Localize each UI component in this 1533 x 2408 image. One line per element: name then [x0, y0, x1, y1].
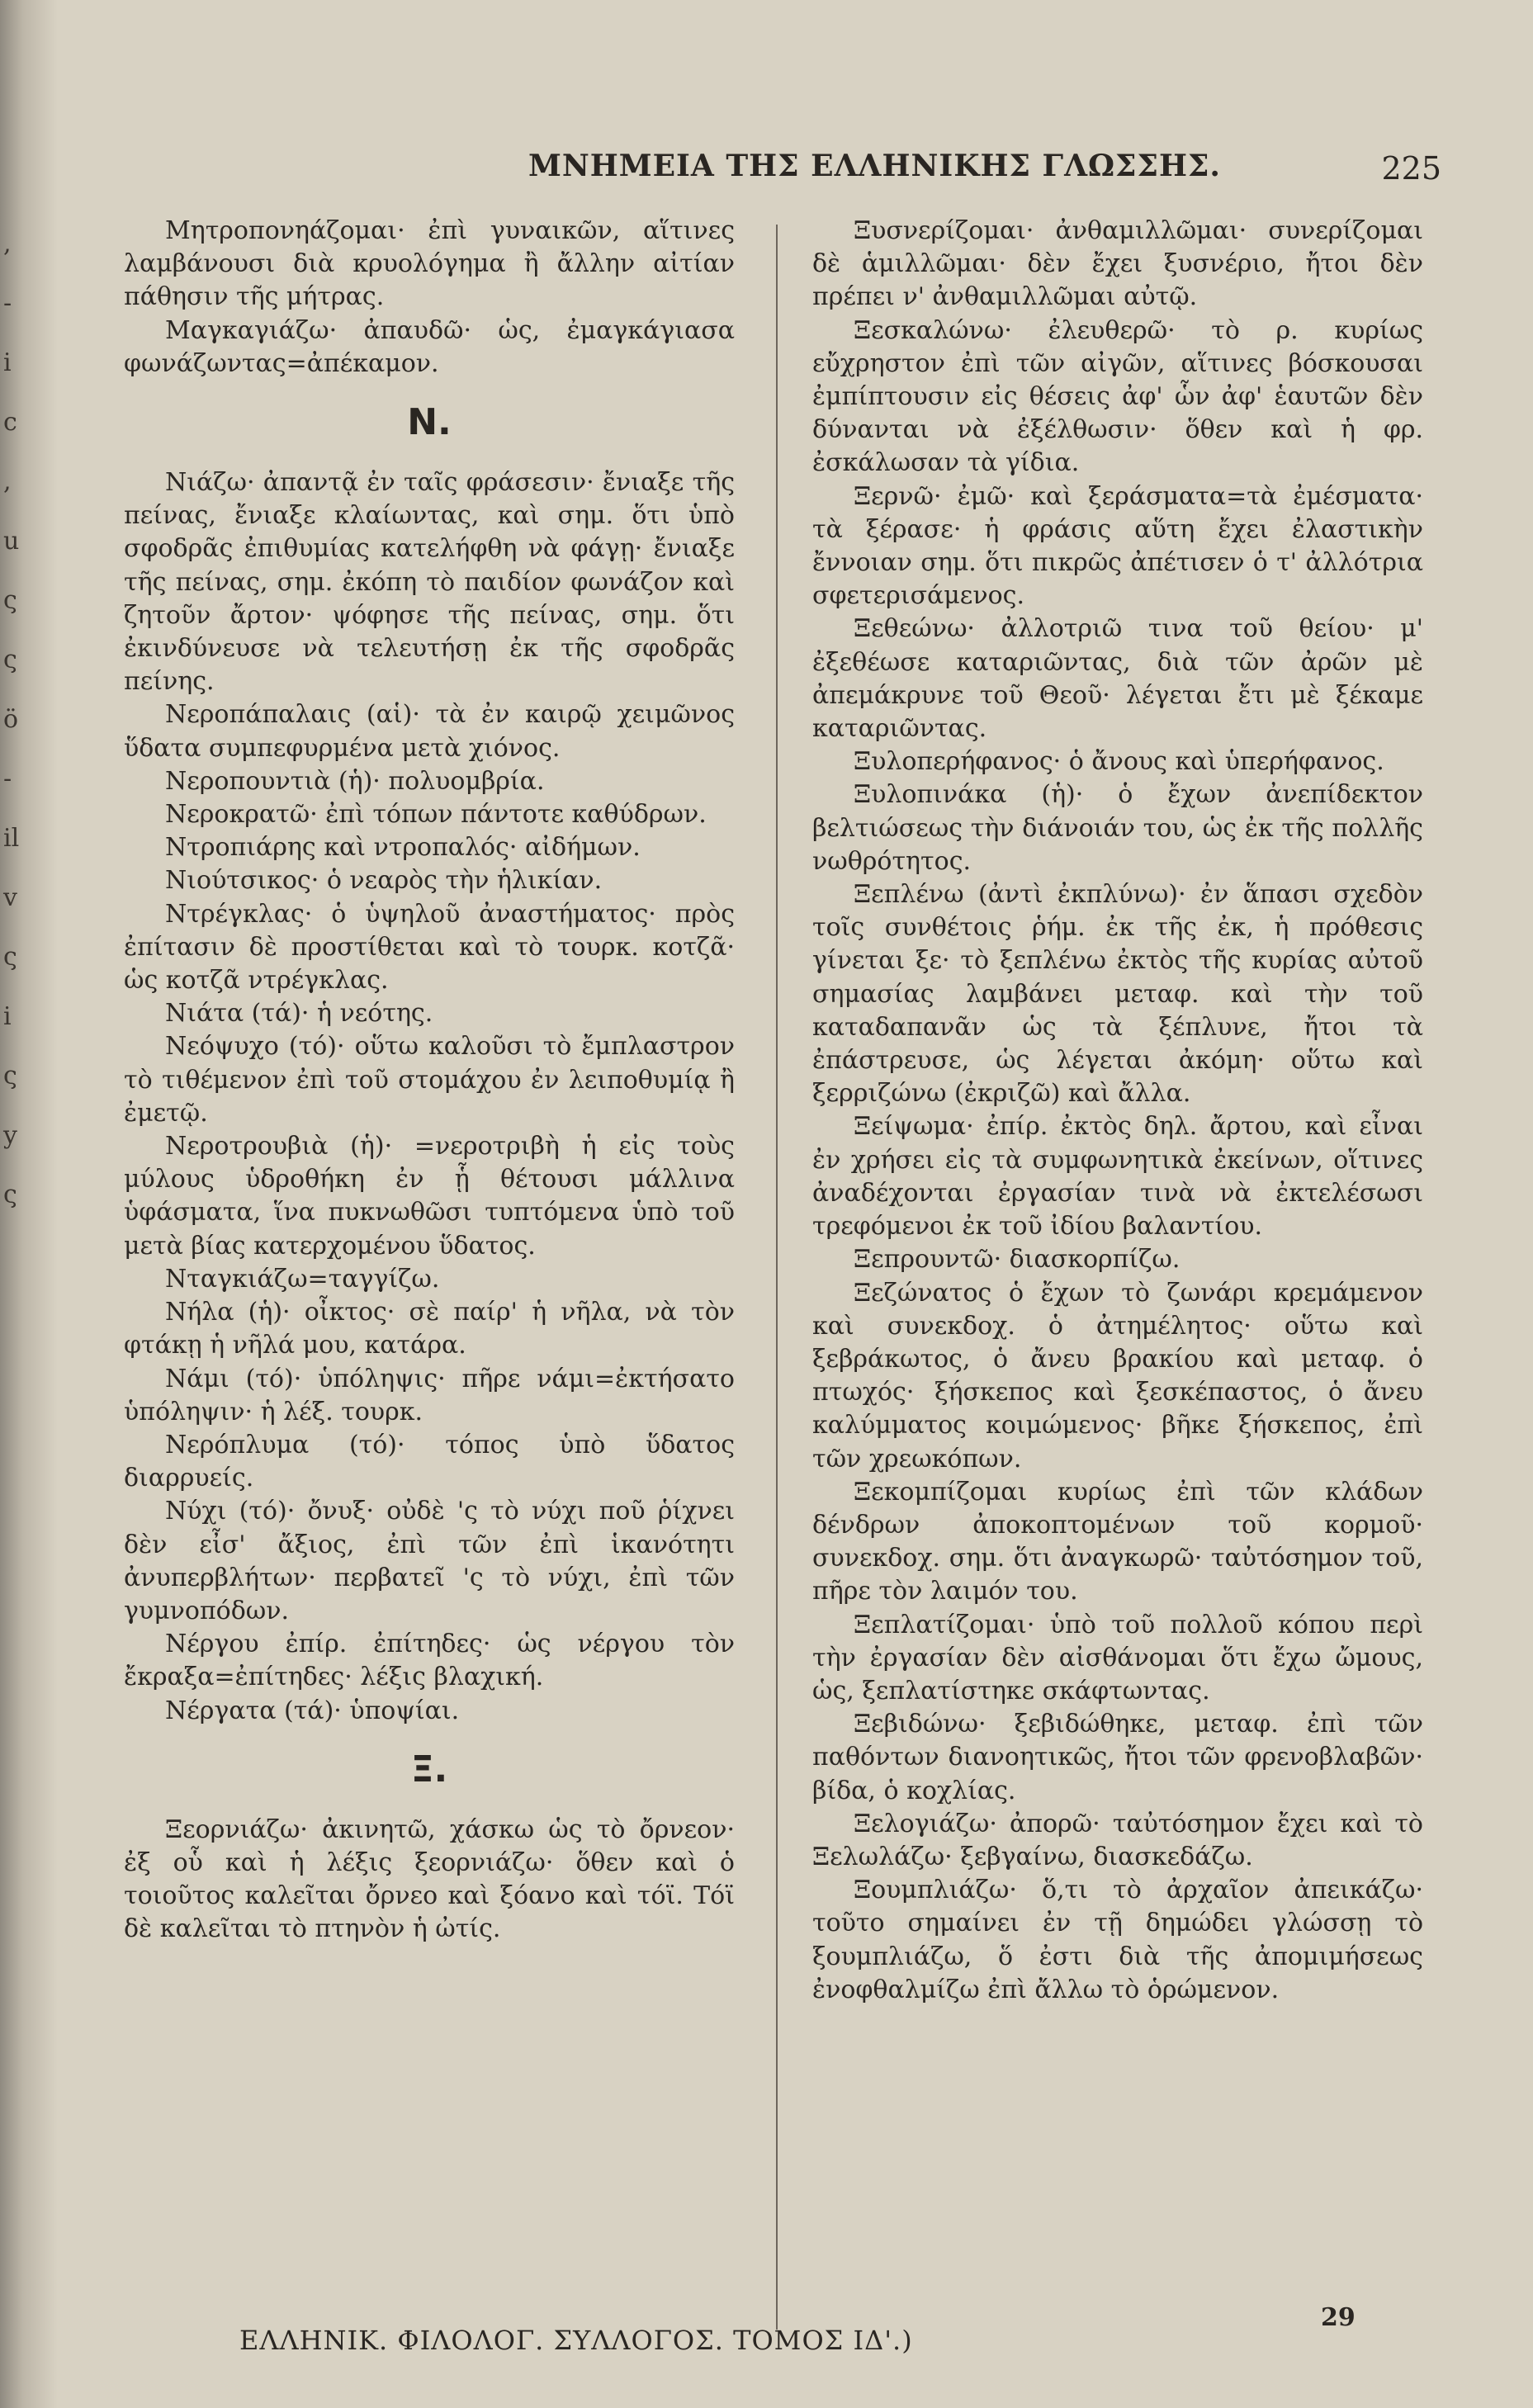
- dictionary-entry: Ξείψωμα· ἐπίρ. ἐκτὸς δηλ. ἄρτου, καὶ εἶναι ἐν χρήσει εἰς τὰ συμφωνητικὰ ἐκείνων, οἵτινες ἀναδέχονται ἐργασίαν τινὰ νὰ ἐκτελέσωσι τρεφόμενοι ἐκ τοῦ ἰδίου βαλαντίου.: [812, 1112, 1423, 1242]
- dictionary-entry: Νιούτσικος· ὁ νεαρὸς τὴν ἡλικίαν.: [165, 866, 603, 896]
- margin-mark: il: [3, 824, 20, 853]
- running-title: ΜΝΗΜΕΙΑ ΤΗΣ ΕΛΛΗΝΙΚΗΣ ΓΛΩΣΣΗΣ.: [528, 149, 1221, 183]
- dictionary-entry: Ξυσνερίζομαι· ἀνθαμιλλῶμαι· συνερίζομαι δὲ ἁμιλλῶμαι· δὲν ἔχει ξυσνέριο, ἤτοι δὲν πρέπει ν' ἀνθαμιλλῶμαι αὐτῷ.: [812, 216, 1423, 312]
- entries-m: [124, 215, 735, 381]
- footer-society-line: ΕΛΛΗΝΙΚ. ΦΙΛΟΛΟΓ. ΣΥΛΛΟΓΟΣ. ΤΟΜΟΣ ΙΔ'.): [239, 2325, 913, 2356]
- dictionary-entry: Νεόψυχο (τό)· οὕτω καλοῦσι τὸ ἔμπλαστρον τὸ τιθέμενον ἐπὶ τοῦ στομάχου ἐν λειποθυμίᾳ ἢ ἐμετῷ.: [124, 1032, 735, 1128]
- entries-n: [124, 466, 735, 1728]
- section-letter-x: Ξ.: [410, 1748, 448, 1791]
- dictionary-entry: Νέργου ἐπίρ. ἐπίτηδες· ὡς νέργου τὸν ἔκραξα=ἐπίτηδες· λέξις βλαχική.: [124, 1630, 735, 1692]
- dictionary-entry: Ξυλοπινάκα (ἡ)· ὁ ἔχων ἀνεπίδεκτον βελτιώσεως τὴν διάνοιάν του, ὡς ἐκ τῆς πολλῆς νωθρότητος.: [812, 780, 1423, 876]
- dictionary-entry: Νέργατα (τά)· ὑποψίαι.: [165, 1696, 460, 1725]
- margin-mark: ö: [3, 705, 19, 734]
- right-column: [812, 215, 1423, 2007]
- dictionary-entry: Ξεβιδώνω· ξεβιδώθηκε, μεταφ. ἐπὶ τῶν παθόντων διανοητικῶς, ἤτοι τῶν φρενοβλαβῶν· βίδα, ὁ κοχλίας.: [812, 1710, 1423, 1805]
- entries-x-continued: [812, 215, 1423, 2007]
- dictionary-entry: Νιάζω· ἀπαντᾷ ἐν ταῖς φράσεσιν· ἔνιαξε τῆς πείνας, ἔνιαξε κλαίωντας, καὶ σημ. ὅτι ὑπὸ σφοδρᾶς ἐπιθυμίας κατελήφθη νὰ φάγῃ· ἔνιαξε τῆς πείνας, σημ. ἐκόπη τὸ παιδίον φωνάζον καὶ ζητοῦν ἄρτον· ψόφησε τῆς πείνας, σημ. ὅτι ἐκινδύνευσε νὰ τελευτήσῃ ἐκ τῆς σφοδρᾶς πείνης.: [124, 468, 735, 697]
- dictionary-entry: Μαγκαγιάζω· ἀπαυδῶ· ὡς, ἐμαγκάγιασα φωνάζωντας=ἀπέκαμον.: [124, 315, 735, 378]
- margin-mark: ,: [3, 467, 12, 496]
- dictionary-entry: Νταγκιάζω=ταγγίζω.: [165, 1264, 440, 1294]
- dictionary-entry: Νήλα (ἡ)· οἶκτος· σὲ παίρ' ἡ νῆλα, νὰ τὸν φτάκῃ ἡ νῆλά μου, κατάρα.: [124, 1298, 735, 1360]
- book-page: [124, 149, 1441, 2377]
- margin-mark: u: [3, 527, 20, 556]
- dictionary-entry: Νάμι (τό)· ὑπόληψις· πῆρε νάμι=ἐκτήσατο ὑπόληψιν· ἡ λέξ. τουρκ.: [124, 1364, 735, 1426]
- margin-mark: ς: [3, 1180, 17, 1209]
- dictionary-entry: Νεροτρουβιὰ (ἡ)· =νεροτριβὴ ἡ εἰς τοὺς μύλους ὑδροθήκη ἐν ᾗ θέτουσι μάλλινα ὑφάσματα, ἵνα πυκνωθῶσι τυπτόμενα ὑπὸ τοῦ μετὰ βίας κατερχομένου ὕδατος.: [124, 1132, 735, 1261]
- margin-mark: i: [3, 348, 12, 377]
- dictionary-entry: Ξυλοπερήφανος· ὁ ἄνους καὶ ὑπερήφανος.: [854, 747, 1384, 777]
- dictionary-entry: Ξεπλατίζομαι· ὑπὸ τοῦ πολλοῦ κόπου περὶ τὴν ἐργασίαν δὲν αἰσθάνομαι ὅτι ἔχω ὤμους, ὡς, ξεπλατίστηκε σκάφτωντας.: [812, 1610, 1423, 1705]
- dictionary-entry: Ξουμπλιάζω· ὅ,τι τὸ ἀρχαῖον ἀπεικάζω· τοῦτο σημαίνει ἐν τῇ δημώδει γλώσσῃ τὸ ξουμπλιάζω, ὅ ἐστι διὰ τῆς ἀπομιμήσεως ἐνοφθαλμίζω ἐπὶ ἄλλω τὸ ὁρώμενον.: [812, 1876, 1423, 2004]
- margin-mark: ς: [3, 586, 17, 615]
- running-head: [124, 149, 1441, 198]
- dictionary-entry: Νεροπουντιὰ (ἡ)· πολυομβρία.: [165, 766, 545, 796]
- dictionary-entry: Νεροπάπαλαις (αἱ)· τὰ ἐν καιρῷ χειμῶνος ὕδατα συμπεφυρμένα μετὰ χιόνος.: [124, 700, 735, 763]
- dictionary-entry: Ξεκομπίζομαι κυρίως ἐπὶ τῶν κλάδων δένδρων ἀποκοπτομένων τοῦ κορμοῦ· συνεκδοχ. σημ. ὅτι ἀναγκωρῶ· ταὐτόσημον τοῦ, πῆρε τὸν λαιμόν του.: [812, 1477, 1423, 1606]
- column-divider: [776, 225, 778, 2330]
- dictionary-entry: Ξεπρουντῶ· διασκορπίζω.: [854, 1245, 1181, 1275]
- dictionary-entry: Ξεπλένω (ἀντὶ ἐκπλύνω)· ἐν ἅπασι σχεδὸν τοῖς συνθέτοις ῥήμ. ἐκ τῆς ἐκ, ἡ πρόθεσις γίνεται ξε· τὸ ξεπλένω ἐκτὸς τῆς κυρίας αὐτοῦ σημασίας λαμβάνει μεταφ. καὶ τὴν τοῦ καταδαπανᾶν ὡς τὰ ξέπλυνε, ἤτοι τὰ ἐπάστρευσε, ὡς λέγεται ἀκόμη· οὕτω καὶ ξερριζώνω (ἐκριζῶ) καὶ ἄλλα.: [812, 880, 1423, 1109]
- dictionary-entry: Νιάτα (τά)· ἡ νεότης.: [165, 999, 433, 1029]
- dictionary-entry: Μητροπονηάζομαι· ἐπὶ γυναικῶν, αἵτινες λαμβάνουσι διὰ κρυολόγημα ἢ ἄλλην αἰτίαν πάθησιν τῆς μήτρας.: [124, 216, 735, 312]
- dictionary-entry: Ξεζώνατος ὁ ἔχων τὸ ζωνάρι κρεμάμενον καὶ συνεκδοχ. ὁ ἀτημέλητος· οὕτω καὶ ξεβράκωτος, ὁ ἄνευ βρακίου καὶ μεταφ. ὁ πτωχός· ξήσκεπος καὶ ξεσκέπαστος, ὁ ἄνευ καλύμματος κοιμώμενος· βῆκε ξήσκεπος, ἐπὶ τῶν χρεωκόπων.: [812, 1278, 1423, 1474]
- dictionary-entry: Ξεσκαλώνω· ἐλευθερῶ· τὸ ρ. κυρίως εὔχρηστον ἐπὶ τῶν αἰγῶν, αἵτινες βόσκουσαι ἐμπίπτουσιν εἰς θέσεις ἀφ' ὧν ἀφ' ἑαυτῶν δὲν δύνανται νὰ ἐξέλθωσιν· ὅθεν καὶ ἡ φρ. ἐσκάλωσαν τὰ γίδια.: [812, 315, 1423, 478]
- margin-mark: ς: [3, 943, 17, 972]
- entries-x: [124, 1814, 735, 1947]
- margin-mark: -: [3, 289, 12, 318]
- margin-mark: c: [3, 408, 17, 437]
- dictionary-entry: Ντροπιάρης καὶ ντροπαλός· αἰδήμων.: [165, 833, 641, 863]
- dictionary-entry: Νερόπλυμα (τό)· τόπος ὑπὸ ὕδατος διαρρυείς.: [124, 1430, 735, 1493]
- margin-mark: ,: [3, 229, 12, 258]
- margin-mark: ς: [3, 1062, 17, 1090]
- dictionary-entry: Ξεορνιάζω· ἀκινητῶ, χάσκω ὡς τὸ ὄρνεον· ἐξ οὗ καὶ ἡ λέξις ξεορνιάζω· ὅθεν καὶ ὁ τοιοῦτος καλεῖται ὄρνεο καὶ ξόανο καὶ τόϊ. Τόϊ δὲ καλεῖται τὸ πτηνὸν ἡ ὠτίς.: [124, 1814, 735, 1944]
- margin-mark: y: [3, 1121, 17, 1150]
- dictionary-entry: Νεροκρατῶ· ἐπὶ τόπων πάντοτε καθύδρων.: [165, 800, 707, 830]
- page-number: 225: [1381, 150, 1441, 187]
- dictionary-entry: Νύχι (τό)· ὄνυξ· οὐδὲ 'ς τὸ νύχι ποῦ ῥίχνει δὲν εἶσ' ἄξιος, ἐπὶ τῶν ἐπὶ ἱκανότητι ἀνυπερβλήτων· περβατεῖ 'ς τὸ νύχι, ἐπὶ τῶν γυμνοπόδων.: [124, 1497, 735, 1625]
- signature-number: 29: [1321, 2303, 1356, 2332]
- margin-mark: ς: [3, 646, 17, 674]
- margin-mark: i: [3, 1002, 12, 1031]
- facing-page-margin-marks: [3, 215, 28, 1225]
- margin-mark: -: [3, 764, 12, 793]
- margin-mark: v: [3, 883, 17, 912]
- dictionary-entry: Ντρέγκλας· ὁ ὑψηλοῦ ἀναστήματος· πρὸς ἐπίτασιν δὲ προστίθεται καὶ τὸ τουρκ. κοτζᾶ· ὡς κοτζᾶ ντρέγκλας.: [124, 899, 735, 996]
- dictionary-entry: Ξεθεώνω· ἀλλοτριῶ τινα τοῦ θείου· μ' ἐξεθέωσε καταριῶντας, διὰ τῶν ἀρῶν μὲ ἀπεμάκρυνε τοῦ Θεοῦ· λέγεται ἔτι μὲ ξέκαμε καταριῶντας.: [812, 614, 1423, 744]
- left-column: [124, 215, 735, 1947]
- dictionary-entry: Ξελογιάζω· ἀπορῶ· ταὐτόσημον ἔχει καὶ τὸ Ξελωλάζω· ξεβγαίνω, διασκεδάζω.: [812, 1809, 1423, 1871]
- dictionary-entry: Ξερνῶ· ἐμῶ· καὶ ξεράσματα=τὰ ἐμέσματα· τὰ ξέρασε· ἡ φράσις αὕτη ἔχει ἐλαστικὴν ἔννοιαν σημ. ὅτι πικρῶς ἀπέτισεν ὁ τ' ἀλλότρια σφετερισάμενος.: [812, 481, 1423, 611]
- section-letter-n: Ν.: [407, 401, 452, 444]
